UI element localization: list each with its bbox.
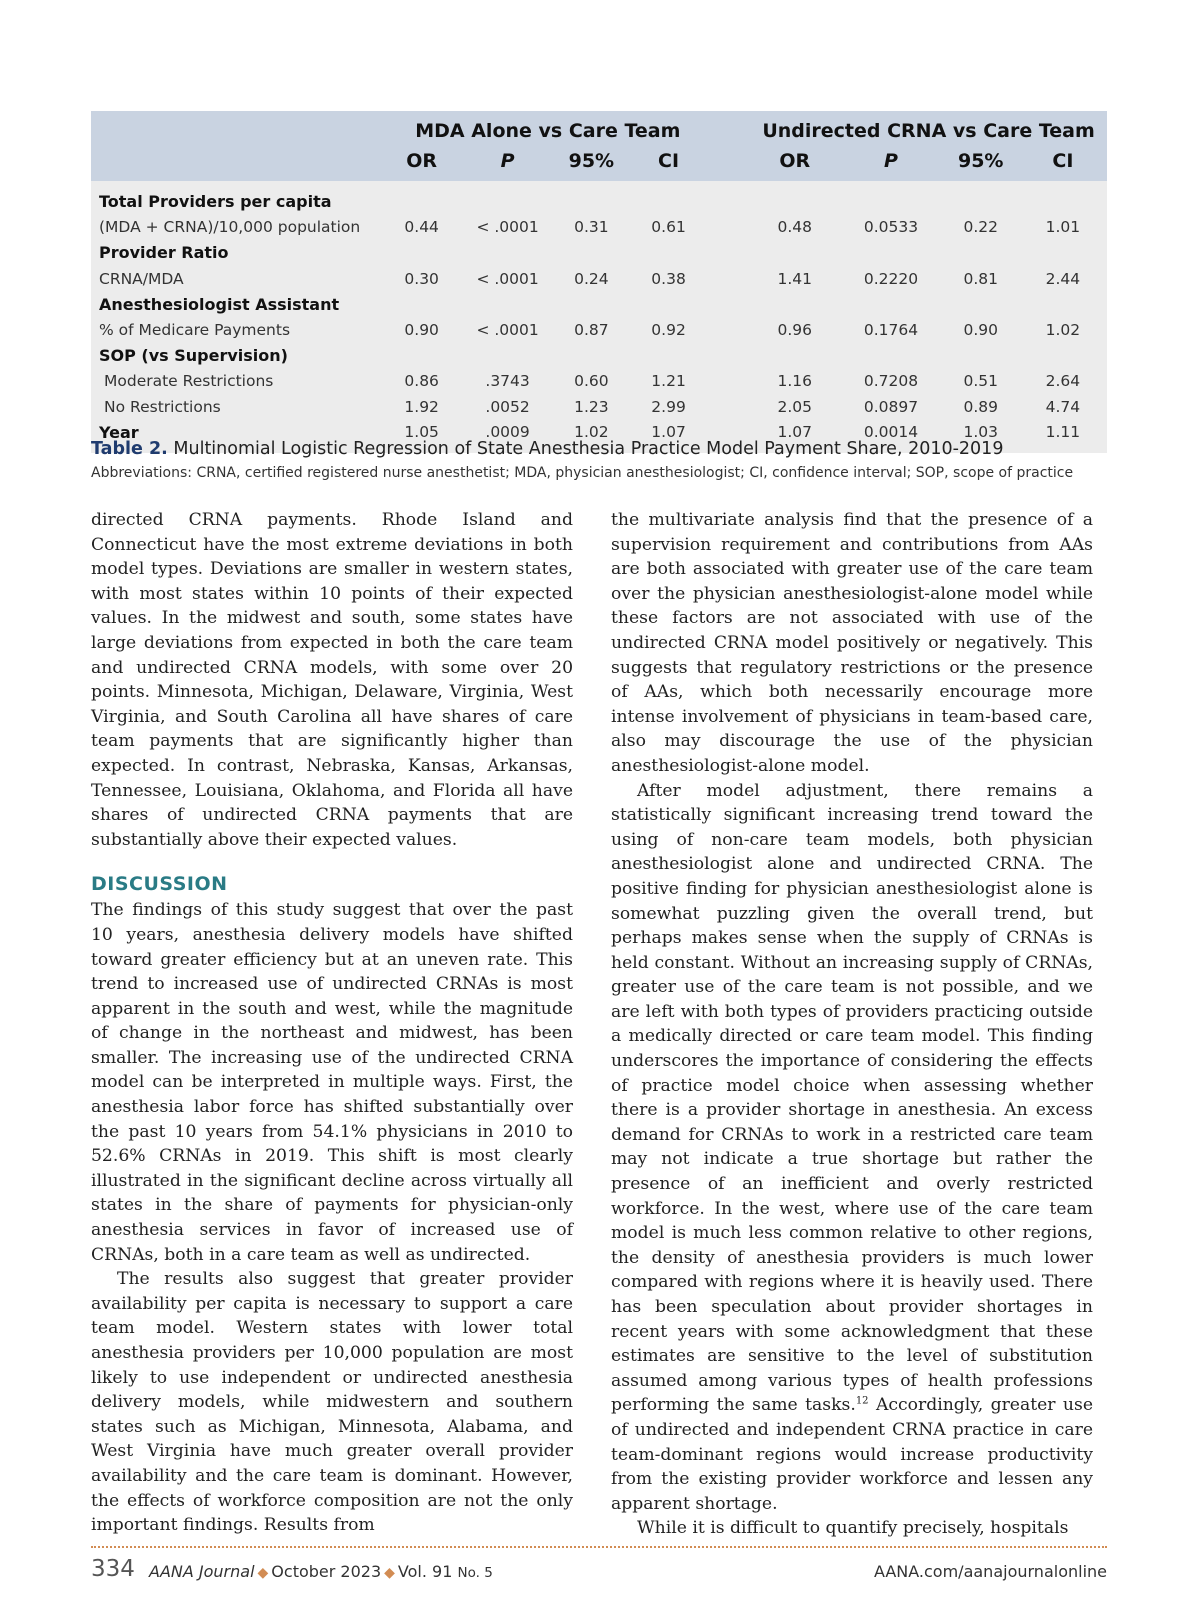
table-row xyxy=(91,215,1107,241)
table-cell: 0.1764 xyxy=(839,317,942,343)
left-text-column xyxy=(91,508,573,1538)
section-heading: DISCUSSION xyxy=(91,873,228,896)
paragraph: the multivariate analysis find that the presence of a supervision requirement and contributions from AAs are both associated with greater use of the care team over the physician anesthesiologist-alone model while these factors are not associated with use of the undirected CRNA model positively or negatively. This suggests that regulatory restrictions or the presence of AAs, which both necessarily encourage more intense involvement of physicians in team-based care, also may discourage the use of the physician anesthesiologist-alone model. xyxy=(611,510,1093,776)
table-cell: 2.05 xyxy=(750,394,839,420)
column-header: CI xyxy=(626,147,711,181)
right-text-column xyxy=(611,508,1093,1541)
caption-title: Multinomial Logistic Regression of State Anesthesia Practice Model Payment Share, 2010-2019 xyxy=(173,439,1004,459)
table-cell: 2.64 xyxy=(1019,368,1107,394)
table-cell xyxy=(459,343,557,369)
table-cell xyxy=(1019,291,1107,317)
table-row xyxy=(91,343,1107,369)
table-cell xyxy=(1019,343,1107,369)
table-body xyxy=(91,181,1107,453)
column-header: P xyxy=(839,147,942,181)
footer-divider xyxy=(91,1546,1107,1548)
table-cell xyxy=(626,240,711,266)
table-cell xyxy=(557,240,627,266)
table-cell: 0.2220 xyxy=(839,266,942,292)
table-cell: 0.22 xyxy=(943,215,1019,241)
table-cell: .3743 xyxy=(459,368,557,394)
paragraph-text: After model adjustment, there remains a statistically significant increasing trend toward the using of non-care team models, both physician anesthesiologist alone and undirected CRNA. The positive finding for physician anesthesiologist alone is somewhat puzzling given the overall trend, but perhaps makes sense when the supply of CRNAs is held constant. Without an increasing supply of CRNAs, greater use of the care team is not possible, and we are left with both types of providers practicing outside a medically directed or care team model. This finding underscores the importance of considering the effects of practice model choice when assessing whether there is a provider shortage in anesthesia. An excess demand for CRNAs to work in a restricted care team may not indicate a true shortage but rather the presence of an inefficient and overly restricted workforce. In the west, where use of the care team model is much less common relative to other regions, the density of anesthesia providers is much lower compared with regions where it is heavily used. There has been speculation about provider shortages in recent years with some acknowledgment that these estimates are sensitive to the level of substitution assumed among various types of health professions performing the same tasks. xyxy=(611,780,1093,1416)
journal-name: AANA Journal xyxy=(149,1562,255,1581)
table-cell: 1.03 xyxy=(943,419,1019,453)
table-cell: 1.02 xyxy=(1019,317,1107,343)
row-label: CRNA/MDA xyxy=(91,266,385,292)
page-footer xyxy=(91,1556,1107,1588)
table-cell xyxy=(839,240,942,266)
table-cell xyxy=(750,240,839,266)
diamond-icon: ◆ xyxy=(384,1565,395,1581)
table-cell: .0052 xyxy=(459,394,557,420)
table-cell: 1.16 xyxy=(750,368,839,394)
table-cell xyxy=(1019,240,1107,266)
table-cell: 0.38 xyxy=(626,266,711,292)
table-cell: 0.0533 xyxy=(839,215,942,241)
table-row xyxy=(91,291,1107,317)
table-cell xyxy=(385,240,459,266)
column-header: 95% xyxy=(943,147,1019,181)
table-cell: 0.0897 xyxy=(839,394,942,420)
row-label: No Restrictions xyxy=(91,394,385,420)
table-cell xyxy=(459,240,557,266)
table-cell xyxy=(626,291,711,317)
table-cell xyxy=(385,343,459,369)
column-header: 95% xyxy=(557,147,627,181)
regression-table-container xyxy=(91,111,1107,453)
table-cell: 0.31 xyxy=(557,215,627,241)
table-cell: 2.44 xyxy=(1019,266,1107,292)
table-cell xyxy=(750,291,839,317)
group-header-undirected: Undirected CRNA vs Care Team xyxy=(750,111,1107,147)
table-cell: 0.92 xyxy=(626,317,711,343)
table-cell: 4.74 xyxy=(1019,394,1107,420)
table-cell: < .0001 xyxy=(459,317,557,343)
table-cell: 0.48 xyxy=(750,215,839,241)
table-cell xyxy=(557,343,627,369)
table-cell xyxy=(459,291,557,317)
journal-url-link[interactable]: AANA.com/aanajournalonline xyxy=(873,1562,1107,1581)
table-cell: 2.99 xyxy=(626,394,711,420)
table-cell xyxy=(626,181,711,215)
row-label: % of Medicare Payments xyxy=(91,317,385,343)
table-cell: < .0001 xyxy=(459,266,557,292)
table-cell xyxy=(1019,181,1107,215)
paragraph xyxy=(611,779,1093,1517)
issue-number: No. 5 xyxy=(457,1565,493,1581)
column-header: P xyxy=(459,147,557,181)
table-row xyxy=(91,181,1107,215)
table-row xyxy=(91,368,1107,394)
table-cell xyxy=(459,181,557,215)
table-cell: 1.41 xyxy=(750,266,839,292)
table-cell: 1.07 xyxy=(750,419,839,453)
column-header: CI xyxy=(1019,147,1107,181)
row-section-label: Total Providers per capita xyxy=(91,181,385,215)
volume: Vol. 91 xyxy=(397,1562,453,1581)
table-cell xyxy=(626,343,711,369)
row-section-label: Provider Ratio xyxy=(91,240,385,266)
diamond-icon: ◆ xyxy=(257,1565,269,1581)
table-cell: 1.02 xyxy=(557,419,627,453)
table-cell: 1.07 xyxy=(626,419,711,453)
table-cell xyxy=(750,343,839,369)
page-number: 334 xyxy=(91,1556,135,1582)
table-cell: 1.05 xyxy=(385,419,459,453)
table-cell: 1.92 xyxy=(385,394,459,420)
column-header: OR xyxy=(750,147,839,181)
table-cell xyxy=(557,181,627,215)
row-section-label: Year xyxy=(91,419,385,453)
table-caption xyxy=(91,439,1107,481)
paragraph-text: Accordingly, greater use of undirected and independent CRNA practice in care team-dominant regions would increase productivity from the existing provider workforce and lessen any apparent shortage. xyxy=(611,1395,1093,1514)
table-group-header-row xyxy=(91,111,1107,147)
table-cell: 1.23 xyxy=(557,394,627,420)
paragraph: While it is difficult to quantify precisely, hospitals xyxy=(637,1518,1069,1539)
row-section-label: Anesthesiologist Assistant xyxy=(91,291,385,317)
row-section-label: SOP (vs Supervision) xyxy=(91,343,385,369)
table-cell xyxy=(943,343,1019,369)
table-cell: 0.87 xyxy=(557,317,627,343)
row-label: Moderate Restrictions xyxy=(91,368,385,394)
table-cell: 0.86 xyxy=(385,368,459,394)
table-row xyxy=(91,394,1107,420)
table-cell: 0.90 xyxy=(943,317,1019,343)
table-cell: 0.30 xyxy=(385,266,459,292)
table-cell: < .0001 xyxy=(459,215,557,241)
table-cell xyxy=(839,291,942,317)
table-cell xyxy=(943,240,1019,266)
table-cell: 0.24 xyxy=(557,266,627,292)
table-cell xyxy=(385,291,459,317)
table-row xyxy=(91,317,1107,343)
table-cell: 0.60 xyxy=(557,368,627,394)
table-cell xyxy=(385,181,459,215)
paragraph: The findings of this study suggest that over the past 10 years, anesthesia delivery models have shifted toward greater efficiency but at an uneven rate. This trend to increased use of undirected CRNAs is most apparent in the south and west, while the magnitude of change in the northeast and midwest, has been smaller. The increasing use of the undirected CRNA model can be interpreted in multiple ways. First, the anesthesia labor force has shifted substantially over the past 10 years from 54.1% physicians in 2010 to 52.6% CRNAs in 2019. This shift is most clearly illustrated in the significant decline across virtually all states in the share of payments for physician-only anesthesia services in favor of increased use of CRNAs, both in a care team as well as undirected. xyxy=(91,900,573,1265)
caption-abbreviations: Abbreviations: CRNA, certified registered nurse anesthetist; MDA, physician anesthesiologist; CI, confidence interval; SOP, scope of practice xyxy=(91,465,1074,481)
table-cell xyxy=(943,181,1019,215)
table-row xyxy=(91,266,1107,292)
paragraph: The results also suggest that greater provider availability per capita is necessary to support a care team model. Western states with lower total anesthesia providers per 10,000 population are most likely to use independent or undirected anesthesia delivery models, while midwestern and southern states such as Michigan, Minnesota, Alabama, and West Virginia have much greater overall provider availability and the care team is dominant. However, the effects of workforce composition are not the only important findings. Results from xyxy=(91,1269,573,1536)
table-row xyxy=(91,240,1107,266)
table-cell xyxy=(750,181,839,215)
table-cell: 1.01 xyxy=(1019,215,1107,241)
table-cell: 1.11 xyxy=(1019,419,1107,453)
issue-date: October 2023 xyxy=(271,1562,382,1581)
table-column-header-row xyxy=(91,147,1107,181)
table-cell xyxy=(839,343,942,369)
column-header: OR xyxy=(385,147,459,181)
table-cell: 0.51 xyxy=(943,368,1019,394)
paragraph: directed CRNA payments. Rhode Island and Connecticut have the most extreme deviations in both model types. Deviations are smaller in western states, with most states within 10 points of their expected values. In the midwest and south, some states have large deviations from expected in both the care team and undirected CRNA models, with some over 20 points. Minnesota, Michigan, Delaware, Virginia, West Virginia, and South Carolina all have shares of care team payments that are significantly higher than expected. In contrast, Nebraska, Kansas, Arkansas, Tennessee, Louisiana, Oklahoma, and Florida all have shares of undirected CRNA payments that are substantially above their expected values. xyxy=(91,510,573,850)
table-cell: 0.0014 xyxy=(839,419,942,453)
group-header-mda: MDA Alone vs Care Team xyxy=(385,111,711,147)
table-cell xyxy=(943,291,1019,317)
journal-citation xyxy=(149,1562,493,1581)
row-label: (MDA + CRNA)/10,000 population xyxy=(91,215,385,241)
table-cell: 0.96 xyxy=(750,317,839,343)
table-cell: 1.21 xyxy=(626,368,711,394)
table-cell: 0.7208 xyxy=(839,368,942,394)
table-cell: 0.89 xyxy=(943,394,1019,420)
table-cell: .0009 xyxy=(459,419,557,453)
table-cell: 0.90 xyxy=(385,317,459,343)
reference-superscript: 12 xyxy=(855,1395,869,1407)
caption-label: Table 2. xyxy=(91,439,168,459)
regression-table xyxy=(91,111,1107,453)
table-cell xyxy=(839,181,942,215)
table-cell: 0.61 xyxy=(626,215,711,241)
table-cell: 0.81 xyxy=(943,266,1019,292)
table-cell: 0.44 xyxy=(385,215,459,241)
table-cell xyxy=(557,291,627,317)
